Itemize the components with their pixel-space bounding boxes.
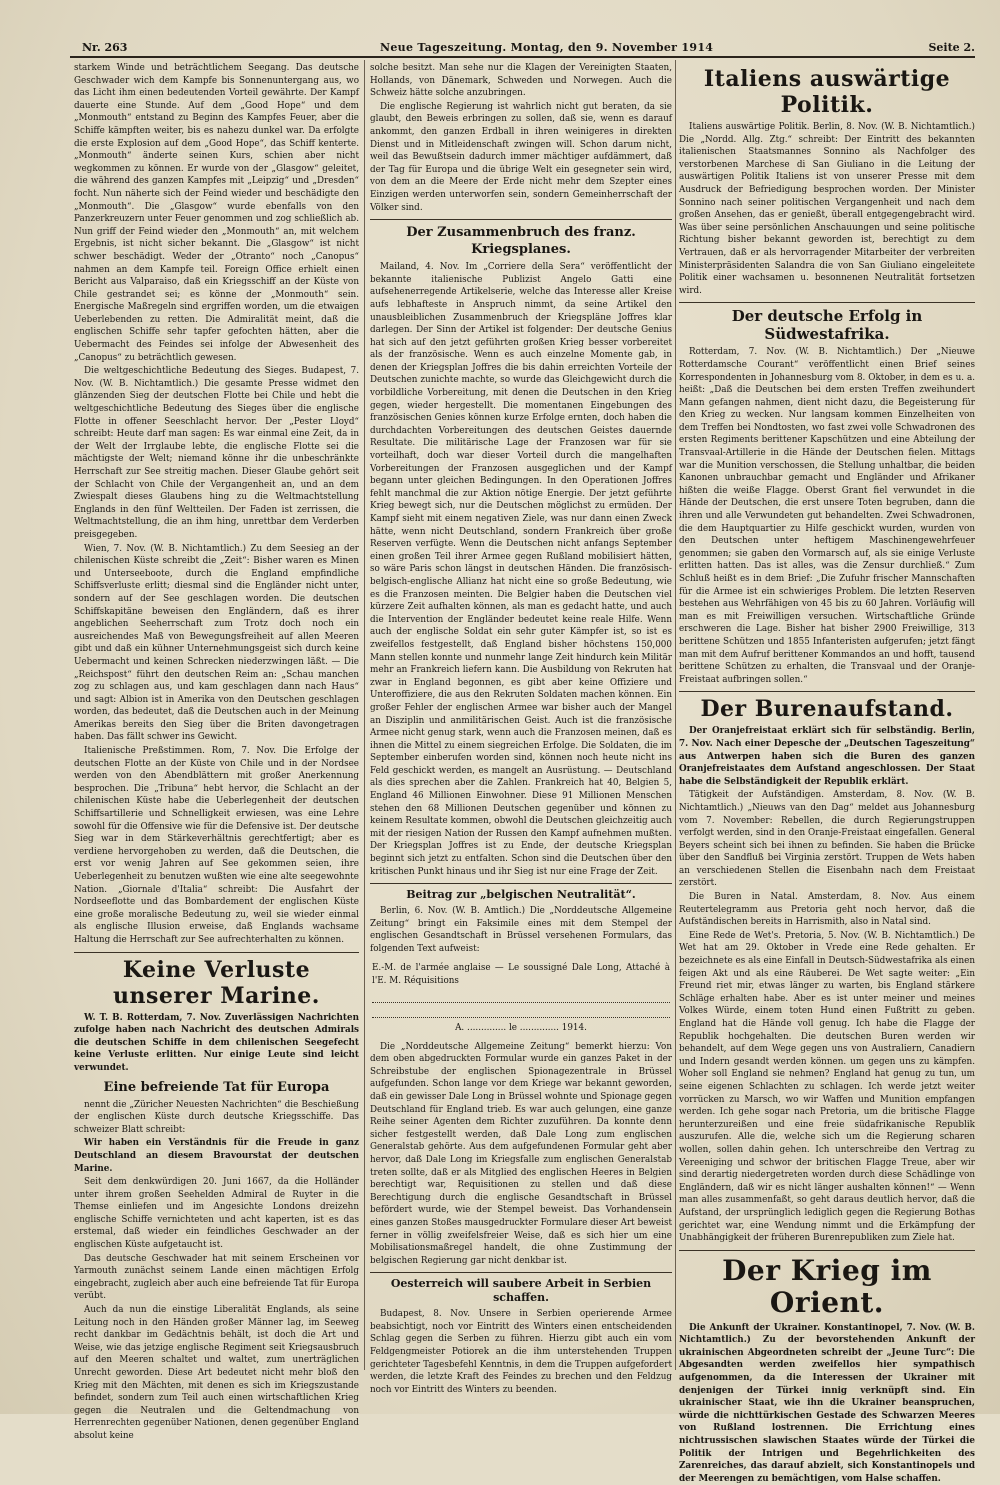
article-text: Die englische Regierung ist wahrlich nicht gut beraten, da sie glaubt, den Beweis erbringen zu sollen, daß sie, wenn es darauf ankommt, den ganzen Erdball in ihren weinigeres in direkten Dienst und in Mitleidenschaft zwingen will. Schon darum nicht, weil das Bewußtsein dadurch immer mächtiger aufdämmert, daß der Tag für Europa und die übrige Welt ein gesegneter sein wird, von dem an die Meere der Erde nicht mehr dem Szepter eines Einzigen werden unterworfen sein, sondern Gemeinherrschaft der Völker sind. [370,101,672,213]
column-1 [74,62,360,1441]
headline-zusammenbruch: Der Zusammenbruch des franz. Kriegsplanes. [406,225,636,258]
column-2 [370,62,672,1395]
divider [370,1272,672,1273]
divider [370,883,672,884]
form-date-line: A. .............. le .............. 1914. [455,1022,587,1033]
article-text: Tätigkeit der Aufständigen. Amsterdam, 8. Nov. (W. B. Nichtamtlich.) „Nieuws van den Dag“ meldet aus Johannesburg vom 7. November: Rebellen, die durch Regierungstruppen verfolgt werden, sind in den Oranje-Freistaat eingefallen. General Beyers scheint sich bei ihnen zu befinden. Sie haben die Brücke über den Sandfluß bei Virginia zerstört. Truppen de Wets haben an verschiedenen Stellen die Eisenbahn nach dem Freistaat zerstört. [679,790,975,889]
column-3 [679,62,975,1484]
headline-losses: Keine Verluste unserer Marine. [113,956,320,1009]
divider [370,219,672,220]
facsimile-form [372,962,670,1035]
article-text: Die weltgeschichtliche Bedeutung des Sieges. Budapest, 7. Nov. (W. B. Nichtamtlich.) Die gesamte Presse widmet den glänzenden Sieg der deutschen Flotte bei Chile und hebt die weltgeschichtliche Bedeutung des Sieges über die englische Flotte in offener Seeschlacht hervor. Der „Pester Lloyd“ schreibt: Heute darf man sagen: Es war einmal eine Zeit, da in der Welt der Irrglaube lebte, die englische Flotte sei die mächtigste der Welt; niemand könne ihr die unbeschränkte Herrschaft zur See streitig machen. Dieser Glaube gehört seit der Schlacht von Chile der Vergangenheit an, und an dem Zwiespalt dieses Glaubens hing zu die Weltmachtstellung Englands in den fünf Weltteilen. Der Faden ist zerrissen, die Weltmachtstellung, die an ihm hing, unrettbar dem Verderben preisgegeben. [74,366,359,540]
article-text: Wien, 7. Nov. (W. B. Nichtamtlich.) Zu dem Seesieg an der chilenischen Küste schreibt die „Zeit“: Bisher waren es Minen und Unterseeboote, durch die England empfindliche Schiffsverluste erlitt; diesmal sind die Engländer nicht unter, sondern auf der See geschlagen worden. Die deutschen Schiffskapitäne beweisen den Engländern, daß es ihrer angeblichen Seeherrschaft zum Trotz doch noch ein ausreichendes Maß von Bewegungsfreiheit auf allen Meeren gibt und daß ein kühner Unternehmungsgeist sich durch keine Uebermacht und keinen Schrecken niederzwingen läßt. — Die „Reichspost“ führt den deutschen Reim an: „Schau manchen zog zu schlagen aus, und kam geschlagen dann nach Haus“ und sagt: Albion ist in Amerika von den Deutschen geschlagen worden, das bedeutet, daß die Deutschen auch in der Meinung Amerikas bereits den Sieg über die Briten davongetragen haben. Das fällt schwer ins Gewicht. [74,543,359,743]
article-text: Berlin, 6. Nov. (W. B. Amtlich.) Die „Norddeutsche Allgemeine Zeitung“ bringt ein Faksimile eines mit dem Stempel der englischen Gesandtschaft in Brüssel versehenen Formulars, das folgenden Text aufweist: [370,906,672,954]
masthead-date: Neue Tageszeitung. Montag, den 9. November 1914 [380,41,714,54]
headline-befreiend: Eine befreiende Tat für Europa [103,1079,330,1095]
article-text: Mailand, 4. Nov. Im „Corriere della Sera“ veröffentlicht der bekannte italienische Publizist Angelo Gatti eine aufsehenerregende Artikelserie, welche das Interesse aller Kreise aufs lebhafteste in Anspruch nimmt, da seine Artikel den unausbleiblichen Zusammenbruch der Kriegspläne Joffres klar darlegen. Der Sinn der Artikel ist folgender: Der deutsche Genius hat sich auf den jetzt geführten großen Krieg besser vorbereitet als der französische. Wenn es auch einzelne Momente gab, in denen der Kriegsplan Joffres die bis dahin erreichten Vorteile der Deutschen zunichte machte, so wurde das Gleichgewicht durch die vorbildliche Vorbereitung, mit denen die Deutschen in den Krieg gegen, wieder hergestellt. Die momentanen Eingebungen des französischen Genies können kurze Erfolge ernten, doch haben die durchdachten Vorbereitungen des deutschen Geistes dauernde Resultate. Die militärische Lage der Franzosen war für sie vorteilhaft, doch war dieser Vorteil durch die mangelhaften Vorbereitungen der Franzosen ausgeglichen und der Kampf begann unter gleichen Bedingungen. In den Operationen Joffres fehlt manchmal die zur Aktion nötige Energie. Der jetzt geführte Krieg bewegt sich, nur die Deutschen möglichst zu ermüden. Der Kampf sieht mit einem negativen Ziele, was nur dann einen Zweck hätte, wenn nicht Deutschland, sondern Frankreich über große Reserven verfügte. Wenn die Deutschen nicht anfangs September einen großen Teil ihrer Armee gegen Rußland mobilisiert hätten, so wäre Paris schon längst in deutschen Händen. Die französisch-belgisch-englische Allianz hat nicht eine so große Bedeutung, wie es die Franzosen meinten. Die Belgier haben die Deutschen viel kürzere Zeit aufhalten können, als man es gedacht hatte, und auch die Intervention der Engländer bedeutet keine reale Hilfe. Wenn auch der englische Soldat ein sehr guter Kämpfer ist, so ist es zweifellos festgestellt, daß England bisher höchstens 150,000 Mann stellen konnte und nunmehr lange Zeit hindurch kein Militär mehr an Frankreich liefern kann. Die Ausbildung von Rekruten hat zwar in England begonnen, es gibt aber keine Offiziere und Unteroffiziere, die aus den Rekruten Soldaten machen können. Ein großer Fehler der englischen Armee war bisher auch der Mangel an Disziplin und anmilitärischen Geist. Auch ist die französische Armee nicht genug stark, wenn auch die Franzosen meinen, daß es ihnen die Mittel zu einem siegreichen Erfolge. Die Soldaten, die im September einberufen worden sind, können noch heute nicht ins Feld geschickt werden, es mangelt an Ausrüstung. — Deutschland als dies sprechen aber die Zahlen. Frankreich hat 40, Belgien 5, England 46 Millionen Einwohner. Diese 91 Millionen Menschen stehen den 68 Millionen Deutschen gegenüber und können zu keinem Resultate kommen, obwohl die Deutschen gleichzeitig auch mit der riesigen Nation der Russen den Kampf aufnehmen mußten. Der Kriegsplan Joffres ist zu Ende, der deutsche Kriegsplan beginnt sich jetzt zu entfalten. Schon sind die Deutschen über den kritischen Punkt hinaus und ihr Sieg ist nur eine Frage der Zeit. [370,262,672,877]
article-text: Die Buren in Natal. Amsterdam, 8. Nov. Aus einem Reutertelegramm aus Pretoria geht noch hervor, daß die Aufständischen bereits in Harrismith, also in Natal sind. [679,892,975,928]
article-text: Italienische Preßstimmen. Rom, 7. Nov. Die Erfolge der deutschen Flotte an der Küste von Chile und in der Nordsee werden von den Abendblättern mit großer Anerkennung besprochen. Die „Tribuna“ hebt hervor, die Schlacht an der chilenischen Küste habe die Ueberlegenheit der deutschen Schiffsartillerie und Schnelligkeit erwiesen, was eine Lehre sowohl für die Offensive wie für die Defensive ist. Der deutsche Sieg war in dem Stärkeverhältnis gerechtfertigt; aber es verdiene hervorgehoben zu werden, daß die Deutschen, die erst vor wenig Jahren auf See gekommen seien, ihre Ueberlegenheit zu benutzen wußten wie eine alte seegewohnte Nation. „Giornale d'Italia“ schreibt: Die Ausfahrt der Nordseeflotte und das Bombardement der englischen Küste eine große moralische Bedeutung zu, weil sie wieder einmal als englische Illusion erweise, daß Englands wachsame Haltung die Herrschaft zur See aufrechterhalten zu können. [74,746,359,945]
divider [679,302,975,303]
divider [679,691,975,692]
headline-oesterreich: Oesterreich will saubere Arbeit in Serbien schaffen. [390,1277,652,1305]
page-label: Seite 2. [928,41,975,54]
divider [679,1250,975,1251]
article-text: Eine Rede de Wet's. Pretoria, 5. Nov. (W. B. Nichtamtlich.) De Wet hat am 29. Oktober in Vrede eine Rede gehalten. Er bezeichnete es als eine Einfall in Deutsch-Südwestafrika als einen feigen Akt und als eine Räuberei. De Wet sagte weiter: „Ein Freund riet mir, etwas länger zu warten, bis England stärkere Schläge erhalten habe. Aber es ist unter meiner und meines Volkes Würde, einem toten Hund einen Fußtritt zu geben. England hat die Hände voll genug. Ich habe die Flagge der Republik hochgehalten. Die deutschen Buren werden wir behandelt, auf dem Wege gegen uns von Australiern, Canadiern und Indern gesandt werden können. um gegen uns zu kämpfen. Woher soll England sie nehmen? England hat genug zu tun, um seine eigenen Schlachten zu schlagen. Ich werde jetzt weiter vorrücken zu Marsch, wo wir Waffen und Munition empfangen werden. Ich gehe sogar nach Pretoria, um die britische Flagge herunterzureißen und eine freie südafrikanische Republik auszurufen. Alle die, welche sich um die Regierung scharen wollen, sollen dahin gehen. Ich unterschreibe den Vertrag zu Vereeniging und schwor der britischen Flagge Treue, aber wir sind derartig niedergetreten worden durch diese Schädlinge von Engländern, daß wir es nicht länger aushalten können!“ — Wenn man alles zusammenfaßt, so geht daraus deutlich hervor, daß die Aufstand, der ursprünglich lediglich gegen die Regierung Bothas gerichtet war, eine Wendung nimmt und die Erkämpfung der Unabhängigkeit der früheren Burenrepubliken zum Ziele hat. [679,930,975,1244]
article-text: Italiens auswärtige Politik. Berlin, 8. Nov. (W. B. Nichtamtlich.) Die „Nordd. Allg. Ztg.“ schreibt: Der Eintritt des bekannten italienischen Staatsmannes Sonnino als Nachfolger des verstorbenen Marchese di San Giuliano in die Leitung der auswärtigen Politik Italiens ist von unserer Presse mit dem Ausdruck der Befriedigung besprochen worden. Der Minister Sonnino nach seiner politischen Vergangenheit und nach dem großen Ansehen, das er genießt, überall entgegengebracht wird. Was über seine persönlichen Anschauungen und seine politische Richtung bisher bekannt geworden ist, berechtigt zu dem Vertrauen, daß er als hervorragender Mitarbeiter der verbreiten Ministerpräsidenten Salandra die von San Giuliano eingeleitete Politik einer wachsamen u. besonnenen Neutralität fortsetzen wird. [679,122,975,296]
article-text: Seit dem denkwürdigen 20. Juni 1667, da die Holländer unter ihrem großen Seehelden Admiral de Ruyter in die Themse einliefen und im Angesichte Londons dreizehn englische Schiffe vernichteten und acht kaperten, ist es das erstemal, daß wieder ein feindliches Geschwader an der englischen Küste aufgetaucht ist. [74,1177,359,1251]
article-text: Die „Norddeutsche Allgemeine Zeitung“ bemerkt hierzu: Von dem oben abgedruckten Formular wurde ein ganzes Paket in der Schreibstube der englischen Spionagezentrale in Brüssel aufgefunden. Schon lange vor dem Kriege war bekannt geworden, daß ein gewisser Dale Long in Brüssel wohnte und Spionage gegen Deutschland für England trieb. Es war auch gelungen, eine ganze Reihe seiner Agenten dem Richter zuzuführen. Da konnte denn sicher festgestellt werden, daß Dale Long zum englischen Generalstab gehörte. Aus dem aufgefundenen Formular geht aber hervor, daß Dale Long im Kriegsfalle zum englischen Generalstab treten sollte, daß er als Mitglied des englischen Heeres in Belgien berechtigt war, Requisitionen zu stellen und daß diese Berechtigung durch die englische Gesandtschaft in Brüssel befördert wurde, wie der Stempel beweist. Das Vorhandensein eines ganzen Stoßes mausgedruckter Formulare dieser Art beweist ferner in völlig zweifelsfreier Weise, daß es sich hier um eine Mobilisationsmaßregel handelt, die ohne Zustimmung der belgischen Regierung gar nicht denkbar ist. [370,1041,672,1266]
article-text: Rotterdam, 7. Nov. (W. B. Nichtamtlich.) Der „Nieuwe Rotterdamsche Courant“ veröffentlicht einen Brief seines Korrespondenten in Johannesburg vom 8. Oktober, in dem es u. a. heißt: „Daß die Deutschen bei dem ersten Treffen zweihundert Mann gefangen nahmen, dient nicht dazu, die Begeisterung für den Krieg zu wecken. Nur langsam kommen Einzelheiten von dem Treffen bei Nondtosten, wo fast zwei volle Schwadronen des ersten Regiments berittener Kapschützen und eine Abteilung der Transvaal-Artillerie in die Hände der Deutschen fielen. Mittags war die Munition verschossen, die Stellung unhaltbar, die beiden Kanonen unbrauchbar gemacht und Engländer und Afrikaner hißten die weiße Flagge. Oberst Grant fiel verwundet in die Hände der Deutschen, die erst unsere Toten begruben, dann die ihren und alle Verwundeten gut behandelten. Zwei Schwadronen, die dem Hauptquartier zu Hilfe geschickt wurden, wurden von den Deutschen unter heftigem Maschinengewehrfeuer genommen; sie gaben den Vormarsch auf, als sie einige Verluste erlitten hatten. Das ist alles, was die Zensur durchließ.“ Zum Schluß heißt es in dem Brief: „Die Zufuhr frischer Mannschaften für die Armee ist ein schwieriges Problem. Die letzten Reserven bestehen aus Wehrfähigen von 45 bis zu 60 Jahren. Vorläufig will man es mit Freiwilligen versuchen. Wirtschaftliche Gründe erschweren die Lage. Bisher hat bisher 2900 Freiwillige, 313 berittene Schützen und 1855 Infanteristen aufgerufen; jetzt fängt man mit dem Aufruf berittener Kommandos an und hofft, tausend berittene Schützen zu erhalten, die Transvaal und der Oranje-Freistaat aufbringen sollen.“ [679,347,975,685]
article-text: Der Oranjefreistaat erklärt sich für selbständig. Berlin, 7. Nov. Nach einer Depesche der „Deutschen Tageszeitung“ aus Antwerpen haben sich die Buren des ganzen Oranjefreistaates dem Aufstand angeschlossen. Der Staat habe die Selbständigkeit der Republik erklärt. [679,726,975,787]
headline-italien: Italiens auswärtige Politik. [703,66,951,118]
column-divider [364,60,365,1370]
article-text: Die Ankunft der Ukrainer. Konstantinopel, 7. Nov. (W. B. Nichtamtlich.) Zu der bevorstehenden Ankunft der ukrainischen Abgeordneten schreibt der „Jeune Turc“: Die Abgesandten werden zweifellos hier sympathisch aufgenommen, da die Interessen der Ukrainer mit denjenigen der Türkei innig verknüpft sind. Ein ukrainischer Staat, wie ihn die Ukrainer beanspruchen, würde die nichttürkischen Gestade des Schwarzen Meeres von Rußland lostrennen. Die Errichtung eines nichtrussischen slawischen Staates würde der Türkei die Politik der Intrigen und Begehrlichkeiten des Zarenreiches, das darauf abzielt, sich Konstantinopels und der Meerengen zu bemächtigen, vom Halse schaffen. [679,1322,975,1484]
article-text: nennt die „Züricher Neuesten Nachrichten“ die Beschießung der englischen Küste durch deutsche Kriegsschiffe. Das schweizer Blatt schreibt: [74,1099,359,1135]
article-text: Budapest, 8. Nov. Unsere in Serbien operierende Armee beabsichtigt, noch vor Eintritt des Winters einen entscheidenden Schlag gegen die Serben zu führen. Hierzu gibt auch ein vom Feldgengmeister Potiorek an die ihm unterstehenden Truppen gerichteter Tagesbefehl Kenntnis, in dem die Truppen aufgefordert werden, die letzte Kraft des Feindes zu brechen und den Feldzug noch vor Eintritt des Winters zu beenden. [370,1309,672,1395]
headline-orient: Der Krieg im Orient. [722,1253,932,1319]
form-line: E.-M. de l'armée anglaise — Le soussigné Dale Long, Attaché à l'E. M. Réquisitions [372,962,670,986]
form-dotted-line [372,992,670,1003]
article-text: starkem Winde und beträchtlichem Seegang. Das deutsche Geschwader wich dem Kampfe bis Sonnenuntergang aus, wo das Licht ihm einen bedeutenden Vorteil gewährte. Der Kampf dauerte eine Stunde. Auf dem „Good Hope“ und dem „Monmouth“ entstand zu Beginn des Kampfes Feuer, aber die Schiffe kämpften weiter, bis es nahezu dunkel war. Da erfolgte die erste Explosion auf dem „Good Hope“, das Schiff kenterte. „Monmouth“ änderte seinen Kurs, schien aber nicht wegkommen zu können. Er wurde von der „Glasgow“ geleitet, die während des ganzen Kampfes mit „Leipzig“ und „Dresden“ focht. Nun näherte sich der Feind wieder und beschädigte den „Monmouth“. Die „Glasgow“ wurde ebenfalls von den Panzerkreuzern unter Feuer genommen und zog schließlich ab. Nun griff der Feind wieder den „Monmouth“ an, mit welchem Ergebnis, ist nicht sicher bekannt. Die „Glasgow“ ist nicht schwer beschädigt. Weder der „Otranto“ noch „Canopus“ nahmen an dem Kampfe teil. Foreign Office erhielt einen Bericht aus Valparaiso, daß ein Kriegsschiff an der Küste von Chile gestrandet sei; es könne der „Monmouth“ sein. Energische Maßregeln sind ergriffen worden, um die etwaigen Ueberlebenden zu retten. Die Admiralität meint, daß die englischen Schiffe sehr tapfer gefochten hätten, aber die Uebermacht des Feindes sei infolge der Abwesenheit des „Canopus“ zu beträchtlich gewesen. [74,63,359,363]
headline-beitrag: Beitrag zur „belgischen Neutralität“. [406,888,636,902]
column-divider [675,60,676,1370]
headline-suedwestafrika: Der deutsche Erfolg in Südwestafrika. [731,307,923,344]
article-text: Das deutsche Geschwader hat mit seinem Erscheinen vor Yarmouth zunächst seinem Lande einen mächtigen Erfolg eingebracht, zugleich aber auch eine befreiende Tat für Europa verübt. [74,1253,359,1302]
headline-burenaufstand: Der Burenaufstand. [700,696,954,723]
header-rule [70,56,975,58]
form-dotted-line [372,1007,670,1018]
article-text: Auch da nun die einstige Liberalität Englands, als seine Leitung noch in den Händen großer Männer lag, im Seeweg recht dankbar im Gedächtnis behält, ist doch die Art und Weise, wie das jetzige englische Regiment seit Kriegsausbruch auf den Meeren schaltet und waltet, zum unerträglichen Unrecht geworden. Diese Art bedeutet nicht mehr bloß den Krieg mit den Mächten, mit denen es sich im Kriegszustande befindet, sondern zum Teil auch einen wirtschaftlichen Krieg gegen die Neutralen und die Geltendmachung von Herrenrechten gegenüber Nationen, denen gegenüber England absolut keine [74,1305,360,1441]
article-text: solche besitzt. Man sehe nur die Klagen der Vereinigten Staaten, Hollands, von Dänemark, Schweden und Norwegen. Auch die Schweiz hätte solche anzubringen. [370,63,672,99]
divider [74,952,359,953]
page-number: Nr. 263 [82,41,128,54]
article-text: W. T. B. Rotterdam, 7. Nov. Zuverlässigen Nachrichten zufolge haben nach Nachricht des deutschen Admirals die deutschen Schiffe in dem chilenischen Seegefecht keine Verluste erlitten. Nur einige Leute sind leicht verwundet. [74,1012,359,1073]
article-text: Wir haben ein Verständnis für die Freude in ganz Deutschland an diesem Bravourstat der deutschen Marine. [74,1138,359,1174]
